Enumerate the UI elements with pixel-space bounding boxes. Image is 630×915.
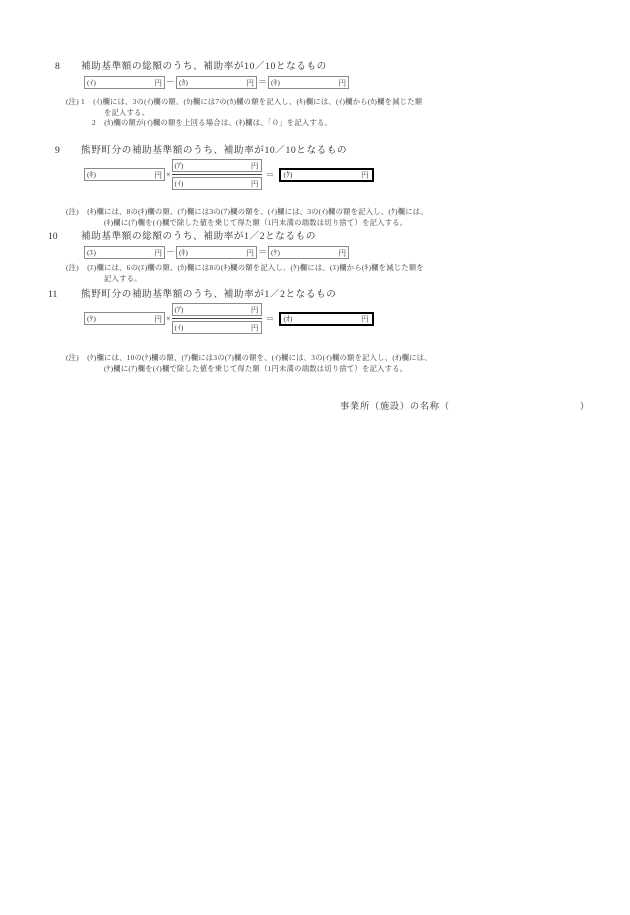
note-line — [0, 118, 630, 129]
note-text: を記入する。 — [104, 107, 150, 117]
section-8-operator-minus: － — [166, 77, 176, 87]
note-text: 記入する。 — [104, 273, 142, 283]
section-10-box-b-unit: 円 — [246, 248, 255, 257]
facility-name-label: 事業所（施設）の名称（ — [340, 401, 450, 411]
section-9-formula — [84, 159, 630, 190]
note-marker: (注) — [66, 207, 79, 216]
section-11-heading — [0, 288, 630, 302]
section-11-notes — [0, 353, 630, 374]
note-line — [0, 218, 630, 229]
note-line — [0, 97, 630, 108]
section-9-operator-multiply: × — [166, 170, 171, 179]
facility-name-field — [0, 398, 630, 412]
section-10-box-b-label: (ｷ) — [179, 248, 188, 257]
section-11-box-result[interactable] — [279, 312, 374, 326]
section-11-box-result-unit: 円 — [360, 314, 369, 323]
section-11-box-result-label: (ｵ) — [283, 314, 293, 323]
section-11-box-denominator-unit: 円 — [250, 323, 259, 332]
section-10-box-a-unit: 円 — [154, 248, 162, 257]
section-10-notes — [0, 263, 630, 284]
section-9-operator-equals: ＝ — [265, 170, 275, 180]
section-8-box-c[interactable] — [268, 76, 349, 89]
section-9-box-result-unit: 円 — [360, 170, 369, 179]
section-10-heading — [0, 230, 630, 244]
section-10-operator-equals: ＝ — [258, 247, 268, 257]
section-8-box-a[interactable] — [84, 76, 165, 89]
section-8-heading — [0, 60, 630, 74]
note-text: (ｷ)欄には、8の(ｷ)欄の額、(ｱ)欄には3の(ｱ)欄の額を、(ｲ)欄には、3の(ｲ)欄の額を記入し、(ｸ)欄には、 — [87, 207, 428, 216]
section-9-box-denominator-label: (ｲ) — [174, 179, 184, 188]
section-9-box-multiplicand[interactable] — [84, 168, 165, 181]
section-11-box-multiplicand-label: (ｹ) — [87, 314, 96, 323]
section-9-box-result-label: (ｸ) — [283, 170, 293, 179]
section-9-box-numerator-label: (ｱ) — [174, 161, 184, 170]
section-8-number: 8 — [55, 61, 60, 72]
section-8-box-b-unit: 円 — [246, 78, 255, 87]
section-9-title: 熊野町分の補助基準額のうち、補助率が10／10となるもの — [81, 145, 348, 156]
section-8-title: 補助基準額の総額のうち、補助率が10／10となるもの — [81, 61, 327, 72]
note-line — [0, 353, 630, 364]
fraction-bar — [172, 318, 262, 319]
note-marker: 2 — [92, 118, 96, 127]
section-10-number: 10 — [48, 231, 58, 242]
section-8-operator-equals: ＝ — [258, 77, 268, 87]
note-text: (ｷ)欄に(ｱ)欄を(ｲ)欄で除した値を乗じて得た額（1円未満の端数は切り捨て）を記入する。 — [104, 217, 408, 227]
section-11-box-numerator-unit: 円 — [250, 305, 259, 314]
section-11-box-numerator-label: (ｱ) — [174, 305, 184, 314]
section-10 — [0, 230, 630, 259]
section-11-box-numerator[interactable] — [172, 303, 262, 316]
note-marker: (注) — [66, 263, 79, 272]
section-10-box-c-unit: 円 — [338, 248, 347, 257]
section-9-box-denominator[interactable] — [172, 177, 262, 190]
note-text: (ｹ)欄には、10の(ｹ)欄の額、(ｱ)欄には3の(ｱ)欄の額を、(ｲ)欄には、3の(ｲ)欄の額を記入し、(ｵ)欄には、 — [87, 353, 432, 362]
section-9 — [0, 144, 630, 190]
section-11-operator-equals: ＝ — [265, 314, 275, 324]
section-8-formula — [84, 76, 630, 89]
section-10-box-a-label: (ｴ) — [87, 248, 96, 257]
section-8-box-a-label: (ｲ) — [87, 78, 96, 87]
section-8-box-c-unit: 円 — [338, 78, 347, 87]
section-9-box-numerator-unit: 円 — [250, 161, 259, 170]
section-10-title: 補助基準額の総額のうち、補助率が1／2となるもの — [81, 231, 317, 242]
note-text: (ｴ)欄には、6の(ｴ)欄の額、(ｶ)欄には8の(ｷ)欄の額を記入し、(ｹ)欄には、(ｴ)欄から(ｷ)欄を減じた額を — [87, 263, 424, 272]
note-line — [0, 108, 630, 119]
section-9-heading — [0, 144, 630, 158]
facility-name-close-paren: ） — [579, 401, 590, 411]
section-9-box-multiplicand-label: (ｷ) — [87, 170, 96, 179]
section-10-operator-minus: － — [166, 247, 176, 257]
section-9-notes — [0, 207, 630, 228]
section-9-box-result[interactable] — [279, 168, 374, 182]
section-11-box-denominator-label: (ｲ) — [174, 323, 184, 332]
section-11-fraction — [172, 303, 262, 334]
note-line — [0, 207, 630, 218]
section-11-formula — [84, 303, 630, 334]
section-9-box-denominator-unit: 円 — [250, 179, 259, 188]
section-11-number: 11 — [48, 289, 58, 300]
section-9-number: 9 — [55, 145, 60, 156]
note-line — [0, 274, 630, 285]
section-10-formula — [84, 246, 630, 259]
section-11-box-multiplicand-unit: 円 — [154, 314, 162, 323]
section-8-box-b-label: (ｶ) — [179, 78, 188, 87]
section-8 — [0, 60, 630, 89]
section-10-box-a[interactable] — [84, 246, 165, 259]
section-10-box-c-label: (ｹ) — [271, 248, 280, 257]
section-11-box-multiplicand[interactable] — [84, 312, 165, 325]
section-9-box-numerator[interactable] — [172, 159, 262, 172]
section-11-title: 熊野町分の補助基準額のうち、補助率が1／2となるもの — [81, 289, 337, 300]
section-11-box-denominator[interactable] — [172, 321, 262, 334]
note-line — [0, 263, 630, 274]
note-marker: (注) — [66, 353, 79, 362]
section-11 — [0, 288, 630, 334]
section-9-box-multiplicand-unit: 円 — [154, 170, 162, 179]
section-10-box-b[interactable] — [176, 246, 257, 259]
section-10-box-c[interactable] — [268, 246, 349, 259]
section-8-box-c-label: (ｷ) — [271, 78, 280, 87]
note-text: (ｹ)欄に(ｱ)欄を(ｲ)欄で除した値を乗じて得た額（1円未満の端数は切り捨て）を記入する。 — [104, 363, 408, 373]
note-text: (ｶ)欄の額が(ｲ)欄の額を上回る場合は、(ｷ)欄は、「０」を記入する。 — [104, 118, 333, 127]
fraction-bar — [172, 174, 262, 175]
section-8-notes — [0, 97, 630, 129]
note-line — [0, 364, 630, 375]
section-9-fraction — [172, 159, 262, 190]
section-8-box-a-unit: 円 — [154, 78, 162, 87]
section-11-operator-multiply: × — [166, 314, 171, 323]
section-8-box-b[interactable] — [176, 76, 257, 89]
note-text: (ｲ)欄には、3の(ｲ)欄の額、(ｶ)欄には7の(ｶ)欄の額を記入し、(ｷ)欄には、(ｲ)欄から(ｶ)欄を減じた額 — [93, 97, 423, 106]
note-marker: (注) 1 — [66, 97, 85, 106]
